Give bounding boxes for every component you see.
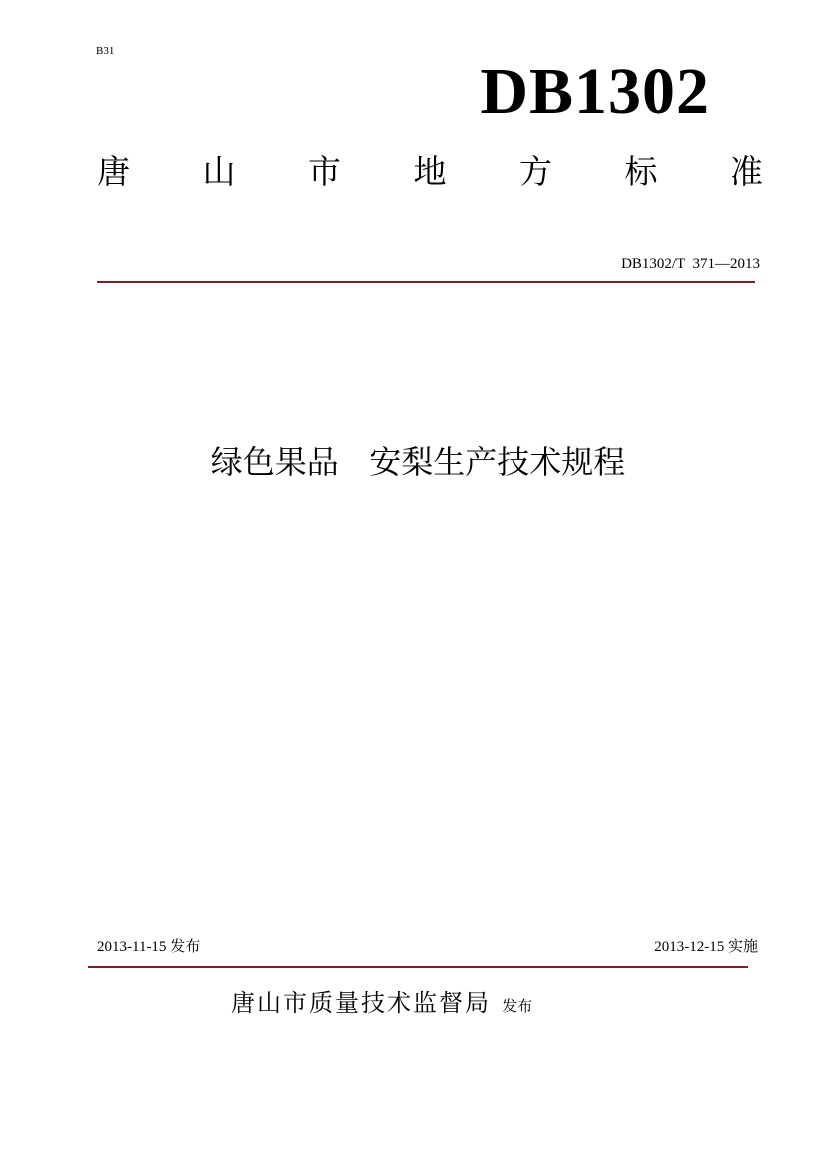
standard-type bbox=[97, 150, 763, 194]
standard-type-char: 标 bbox=[624, 152, 658, 191]
implementation-label: 实施 bbox=[727, 937, 758, 955]
implementation-date-line bbox=[654, 936, 758, 957]
classification-code: B31 bbox=[96, 45, 115, 57]
issue-date: 2013-11-15 bbox=[97, 939, 167, 955]
issuer-action: 发布 bbox=[502, 997, 533, 1015]
issuer-line bbox=[231, 985, 532, 1021]
standard-type-char: 方 bbox=[519, 152, 552, 191]
top-divider bbox=[97, 281, 755, 283]
standard-type-char: 准 bbox=[730, 152, 763, 191]
standard-type-char: 山 bbox=[202, 152, 236, 191]
document-title: 绿色果品 安梨生产技术规程 bbox=[210, 443, 626, 481]
implementation-date: 2013-12-15 bbox=[654, 939, 725, 955]
issue-label: 发布 bbox=[170, 937, 201, 955]
standard-type-char: 市 bbox=[308, 152, 341, 191]
standard-code: DB1302 bbox=[480, 55, 710, 128]
standard-type-char: 地 bbox=[413, 152, 447, 191]
standard-number: DB1302/T 371—2013 bbox=[621, 256, 760, 272]
bottom-divider bbox=[88, 966, 748, 968]
issue-date-line bbox=[97, 936, 200, 957]
issuer-name: 唐山市质量技术监督局 bbox=[231, 989, 491, 1017]
standard-type-char: 唐 bbox=[97, 152, 130, 191]
